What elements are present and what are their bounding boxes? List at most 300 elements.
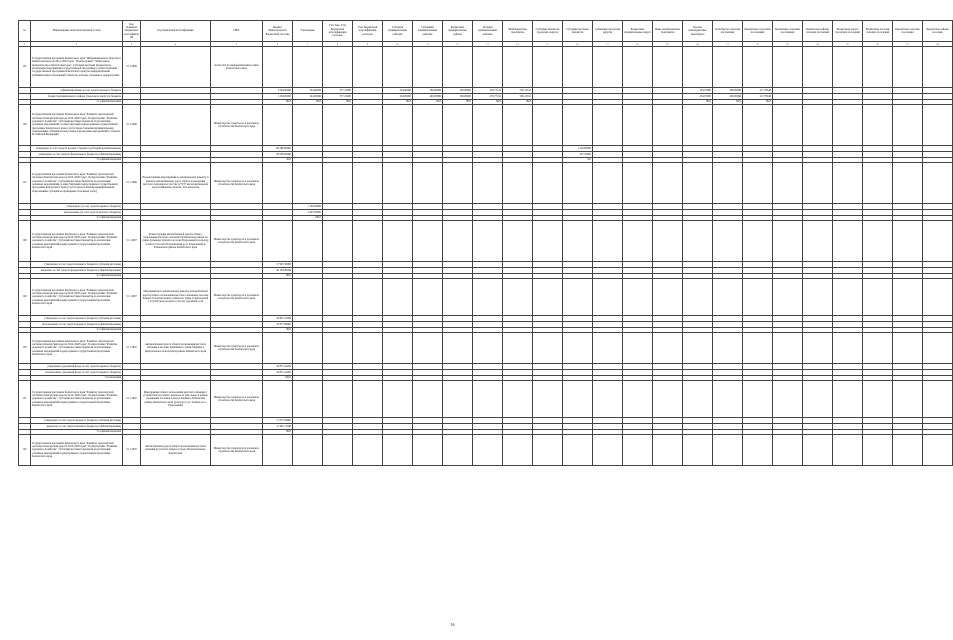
row-number: 126 — [19, 105, 31, 146]
column-header: Субсидии местным бюджетам — [563, 21, 593, 42]
empty-cell — [713, 163, 743, 204]
funding-value: 160,00000 — [413, 88, 443, 94]
empty-cell — [773, 105, 803, 146]
funding-label: использовано (за счет средств местного бюджета) — [31, 210, 123, 216]
program-row — [19, 105, 953, 146]
column-number: 21 — [713, 42, 743, 47]
funding-value: 377,10000 — [323, 88, 353, 94]
empty-cell — [323, 333, 353, 364]
empty-cell — [773, 163, 803, 204]
program-name: Государственная программа Камчатского края "Развитие транспортной системы в Камчатском крае на 2014–2020 годы". Подпрограмма "Развитие дорожного хозяйства". Субсидии местным бюджетам на реализацию основных мероприятий соответствующей подпрограммы государственной программы Камчатского края (в части предоставления муниципальным образованиям субсидий на проведение отдельных работ) — [31, 163, 123, 204]
funding-value: 1 250,00000 — [563, 146, 593, 152]
funding-value: 167,70000 — [563, 152, 593, 158]
empty-cell — [743, 381, 773, 418]
funding-label: использовано за счет средств краевого бюджета (софинансирование) — [31, 322, 123, 328]
empty-cell — [923, 279, 953, 316]
funding-value: 217,78448 — [743, 88, 773, 94]
row-number: 128 — [19, 221, 31, 262]
table-header — [19, 21, 953, 47]
empty-cell — [263, 435, 293, 466]
empty-cell — [353, 163, 383, 204]
empty-cell — [683, 47, 713, 88]
column-header: Субсидии муниципальным районам — [383, 21, 413, 42]
empty-cell — [443, 381, 473, 418]
empty-cell — [623, 435, 653, 466]
empty-cell — [773, 279, 803, 316]
empty-cell — [923, 163, 953, 204]
column-number: 4 — [141, 42, 211, 47]
empty-cell — [473, 381, 503, 418]
empty-cell — [473, 105, 503, 146]
empty-cell — [413, 47, 443, 88]
empty-cell — [713, 279, 743, 316]
funding-value: 7 100,00000 — [293, 204, 323, 210]
empty-cell — [383, 333, 413, 364]
program-name: Государственная программа Камчатского края "Развитие транспортной системы в Камчатском крае на 2014–2020 годы". Подпрограмма "Развитие дорожного хозяйства". Субсидии местным бюджетам на реализацию основных мероприятий подпрограммы государственной программы Камчатского края — [31, 435, 123, 466]
empty-cell — [683, 163, 713, 204]
empty-cell — [293, 279, 323, 316]
empty-cell — [743, 279, 773, 316]
empty-cell — [773, 435, 803, 466]
empty-cell — [383, 381, 413, 418]
empty-cell — [923, 105, 953, 146]
funding-label: утверждено за счет средств краевого бюджета (субсидии местным) — [31, 418, 123, 424]
column-number: 7 — [293, 42, 323, 47]
empty-cell — [593, 333, 623, 364]
column-header: Код подвидов бюджетных классификаций — [123, 21, 141, 42]
funding-value: 544,90000 — [293, 88, 323, 94]
empty-cell — [743, 163, 773, 204]
empty-cell — [653, 435, 683, 466]
program-purpose: Автомобильная дорога общего пользования местного значения в поселке Тиличики по улице Марины и Центральная в Олюторском районе Камчатского края — [141, 333, 211, 364]
funding-value: 544,90000 — [293, 94, 323, 100]
empty-cell — [323, 435, 353, 466]
empty-cell — [743, 221, 773, 262]
row-number: 130 — [19, 333, 31, 364]
program-row — [19, 47, 953, 88]
funding-value: 100,0 — [293, 216, 323, 221]
empty-cell — [923, 333, 953, 364]
funding-value: 377,10000 — [323, 94, 353, 100]
empty-cell — [593, 163, 623, 204]
funding-label: утверждено за счет средств краевого бюджета (субсидии местным) — [31, 316, 123, 322]
program-name: Государственная программа Камчатского края "Развитие транспортной системы в Камчатском крае на 2014–2020 годы". Подпрограмма "Развитие дорожного хозяйства". Субсидии местным бюджетам на реализацию основных мероприятий подпрограммы государственной программы Камчатского края — [31, 333, 123, 364]
program-grbs: Министерство транспорта и дорожного строительства Камчатского края — [211, 105, 263, 146]
empty-cell — [893, 333, 923, 364]
empty-cell — [323, 279, 353, 316]
funding-label: выделено за счет средств краевого бюджета (софинансирование) — [31, 424, 123, 430]
empty-cell — [533, 47, 563, 88]
column-header: Бюджетные сельским поселениям — [773, 21, 803, 42]
empty-cell — [563, 381, 593, 418]
program-code: 31 1 4007 — [123, 221, 141, 262]
empty-cell — [893, 279, 923, 316]
funding-label: % софинансирования — [31, 216, 123, 221]
empty-cell — [263, 221, 293, 262]
empty-cell — [593, 47, 623, 88]
program-name: Государственная программа Камчатского края "Развитие транспортной системы в Камчатском крае на 2014–2020 годы". Подпрограмма "Развитие дорожного хозяйства". Субсидии местным бюджетам на реализацию основных мероприятий подпрограммы государственной программы Камчатского края — [31, 381, 123, 418]
funding-label: % софинансирования — [31, 100, 123, 105]
column-number: 17 — [593, 42, 623, 47]
empty-cell — [593, 105, 623, 146]
program-grbs: Министерство транспорта и дорожного строительства Камчатского края — [211, 221, 263, 262]
funding-value: 2 207,99000 — [293, 210, 323, 216]
empty-cell — [443, 279, 473, 316]
column-header: Учет Бюджетной классификации расходов — [353, 21, 383, 42]
column-number: 15 — [533, 42, 563, 47]
funding-value: 80,0 — [473, 100, 503, 105]
funding-value: 47 877,80000 — [263, 322, 293, 328]
empty-cell — [803, 279, 833, 316]
empty-cell — [923, 221, 953, 262]
funding-label: % софинансирования — [31, 430, 123, 435]
empty-cell — [383, 435, 413, 466]
column-header: Бюджетные сельские поселения — [893, 21, 923, 42]
column-number: 9 — [353, 42, 383, 47]
empty-cell — [653, 47, 683, 88]
empty-cell — [443, 333, 473, 364]
program-grbs: Министерство транспорта и дорожного строительства Камчатского края — [211, 279, 263, 316]
empty-cell — [473, 279, 503, 316]
column-number: 28 — [923, 42, 953, 47]
program-grbs: Министерство транспорта и дорожного строительства Камчатского края — [211, 163, 263, 204]
empty-cell — [563, 279, 593, 316]
column-header: Наименование показателя целевой статьи — [31, 21, 123, 42]
program-purpose: На выполнение мероприятий по капитальному ремонту и ремонту автомобильных дорог общего пользования местного значения на участке 12+237 км автомобильной дороги Мильково–Ключи–Усть-Камчатск — [141, 163, 211, 204]
column-header: Дотации муниципальным районам — [473, 21, 503, 42]
program-code: 31 1 4007 — [123, 381, 141, 418]
empty-cell — [293, 381, 323, 418]
empty-cell — [653, 221, 683, 262]
empty-cell — [293, 47, 323, 88]
column-header: Код бюджетной классификации — [141, 21, 211, 42]
funding-value: 90,0 — [263, 328, 293, 333]
empty-cell — [803, 105, 833, 146]
program-grbs: Министерство транспорта и дорожного строительства Камчатского края — [211, 381, 263, 418]
empty-cell — [413, 221, 443, 262]
empty-cell — [533, 221, 563, 262]
empty-cell — [413, 435, 443, 466]
program-grbs: Министерство транспорта и дорожного строительства Камчатского края — [211, 435, 263, 466]
funding-label: утверждено (за счет средств краевого бюджета) — [31, 204, 123, 210]
program-code: 31 1 4007 — [123, 333, 141, 364]
empty-cell — [443, 435, 473, 466]
empty-cell — [653, 279, 683, 316]
empty-cell — [893, 381, 923, 418]
empty-cell — [353, 333, 383, 364]
row-number: 127 — [19, 163, 31, 204]
empty-cell — [413, 105, 443, 146]
funding-value: 11 497,71000 — [263, 424, 293, 430]
funding-value: 400,00000 — [413, 94, 443, 100]
column-header: Субвенции городским округам — [593, 21, 623, 42]
column-number: 13 — [473, 42, 503, 47]
column-number: 8 — [323, 42, 353, 47]
empty-cell — [263, 381, 293, 418]
funding-label: выделено за счет средств федерального бюджета (софинансирование) — [31, 268, 123, 274]
empty-cell — [533, 163, 563, 204]
funding-value: 45,0 — [263, 158, 293, 163]
funding-value: 80,0 — [443, 100, 473, 105]
column-number: 27 — [893, 42, 923, 47]
funding-value: 80,0 — [713, 100, 743, 105]
funding-value: 80,0 — [263, 274, 293, 279]
column-number: 23 — [773, 42, 803, 47]
empty-cell — [263, 163, 293, 204]
empty-cell — [323, 163, 353, 204]
empty-cell — [653, 333, 683, 364]
empty-cell — [713, 333, 743, 364]
empty-cell — [743, 333, 773, 364]
funding-value: 217,78448 — [743, 94, 773, 100]
funding-value: 69 280,00000 — [263, 146, 293, 152]
funding-value: 6,0 — [563, 158, 593, 163]
empty-cell — [353, 221, 383, 262]
funding-value: 1 094,90000 — [263, 88, 293, 94]
empty-cell — [383, 279, 413, 316]
empty-cell — [833, 163, 863, 204]
empty-cell — [473, 221, 503, 262]
column-number: 19 — [653, 42, 683, 47]
empty-cell — [263, 333, 293, 364]
column-number: 10 — [383, 42, 413, 47]
funding-value: 45 847,10000 — [263, 316, 293, 322]
empty-cell — [533, 333, 563, 364]
column-number: 26 — [863, 42, 893, 47]
column-header: Субсидии бюджетам городских округов — [533, 21, 563, 42]
empty-cell — [863, 105, 893, 146]
funding-value: 500,15110 — [503, 94, 533, 100]
empty-cell — [863, 381, 893, 418]
row-number: 125 — [19, 47, 31, 88]
column-number: 2 — [31, 42, 123, 47]
empty-cell — [593, 435, 623, 466]
column-number: 22 — [743, 42, 773, 47]
column-header: Бюджетные муниципальные районы — [443, 21, 473, 42]
funding-value: 80,0 — [293, 100, 323, 105]
column-header: Бюджетные районы сельских поселений — [803, 21, 833, 42]
empty-cell — [683, 381, 713, 418]
funding-value: 80,0 — [683, 100, 713, 105]
empty-cell — [863, 47, 893, 88]
funding-label: утверждено (дорожный фонд за счет средств краевого бюджета) — [31, 364, 123, 370]
column-header: Бюджетные городским поселениям — [743, 21, 773, 42]
empty-cell — [323, 381, 353, 418]
empty-cell — [893, 221, 923, 262]
empty-cell — [713, 221, 743, 262]
empty-cell — [443, 221, 473, 262]
empty-cell — [623, 221, 653, 262]
funding-value: 550,15110 — [503, 88, 533, 94]
funding-label: использовано (дорожный фонд за счет средств краевого бюджета) — [31, 370, 123, 376]
empty-cell — [443, 163, 473, 204]
empty-cell — [803, 163, 833, 204]
empty-cell — [743, 47, 773, 88]
empty-cell — [563, 163, 593, 204]
funding-value: 71 677,94000 — [263, 418, 293, 424]
column-number: 24 — [803, 42, 833, 47]
empty-cell — [623, 333, 653, 364]
program-row — [19, 333, 953, 364]
empty-cell — [863, 333, 893, 364]
column-number: 16 — [563, 42, 593, 47]
empty-cell — [533, 381, 563, 418]
empty-cell — [623, 47, 653, 88]
empty-cell — [473, 163, 503, 204]
program-code: 31 1 4006 — [123, 163, 141, 204]
empty-cell — [593, 279, 623, 316]
empty-cell — [713, 47, 743, 88]
funding-value: 434,97000 — [683, 94, 713, 100]
program-name: Государственная программа Камчатского края "Развитие транспортной системы в Камчатском крае на 2014–2020 годы". Подпрограмма "Развитие дорожного хозяйства". Субсидии местным бюджетам на реализацию основных мероприятий подпрограммы государственной программы Камчатского края — [31, 279, 123, 316]
program-row — [19, 221, 953, 262]
empty-cell — [893, 435, 923, 466]
empty-cell — [413, 279, 443, 316]
empty-cell — [353, 47, 383, 88]
column-number: 18 — [623, 42, 653, 47]
program-grbs: Агентство по информатизации и связи Камчатского края — [211, 47, 263, 88]
empty-cell — [293, 333, 323, 364]
empty-cell — [533, 105, 563, 146]
funding-label: % софинансирования — [31, 158, 123, 163]
empty-cell — [803, 47, 833, 88]
column-number: 14 — [503, 42, 533, 47]
column-header: Межбюджетные трансферты — [503, 21, 533, 42]
empty-cell — [863, 279, 893, 316]
program-name: Государственная программа Камчатского края "Развитие транспортной системы в Камчатском крае на 2014–2020 годы". Подпрограмма "Развитие дорожного хозяйства". Субсидии местным бюджетам на реализацию основных мероприятий подпрограммы государственной программы Камчатского края — [31, 221, 123, 262]
empty-cell — [833, 47, 863, 88]
empty-cell — [833, 279, 863, 316]
empty-cell — [323, 47, 353, 88]
empty-cell — [533, 279, 563, 316]
empty-cell — [293, 221, 323, 262]
empty-cell — [923, 435, 953, 466]
funding-value: 234,90000 — [383, 88, 413, 94]
empty-cell — [503, 279, 533, 316]
funding-value: 80,0 — [383, 100, 413, 105]
column-header: Бюджет Нижегородской Бюджетной системы — [263, 21, 293, 42]
funding-label: бюджет муниципального района (городского округа) в бюджете — [31, 94, 123, 100]
program-name: Государственная программа Камчатского края "Развитие транспортной системы в Камчатском крае на 2014–2020 годы". Подпрограмма "Развитие дорожного хозяйства". Субсидии местным бюджетам на реализацию основных мероприятий соответствующей подпрограммы государственной программы Камчатского края в части предоставления муниципальным образованиям субсидий на подготовку и проведение мероприятий в субъекте Российской Федерации — [31, 105, 123, 146]
funding-label: утверждено за счет средств краевого бюджета (субсидии муниципальных) — [31, 146, 123, 152]
empty-cell — [383, 105, 413, 146]
program-purpose: Мероприятия общего пользования местного значения с устройством мостового перехода на реке Авача в районе соединения поселков Сокоч и Коряки в Елизовском районе Камчатского края (участок от ул. Зеленая до п. Раздольный) — [141, 381, 211, 418]
empty-cell — [863, 221, 893, 262]
empty-cell — [503, 435, 533, 466]
column-header: Учет Кап. Учет Бюджетной классификации расходов — [323, 21, 353, 42]
empty-cell — [443, 47, 473, 88]
column-header: Прочие межбюджетные трансферты — [683, 21, 713, 42]
empty-cell — [653, 381, 683, 418]
empty-cell — [923, 47, 953, 88]
funding-value: 400,00000 — [713, 94, 743, 100]
empty-cell — [293, 435, 323, 466]
program-purpose: Автомобильная дорога общего пользования местного значения на участке улицы в городе Петропавловске-Камчатском — [141, 435, 211, 466]
funding-label: % софинансирования — [31, 328, 123, 333]
funding-value: 160,00000 — [443, 88, 473, 94]
funding-value: 80,0 — [263, 100, 293, 105]
empty-cell — [623, 163, 653, 204]
program-purpose — [141, 47, 211, 88]
funding-value: 83 000,00000 — [263, 152, 293, 158]
empty-cell — [563, 435, 593, 466]
empty-cell — [503, 163, 533, 204]
column-number: 3 — [123, 42, 141, 47]
empty-cell — [383, 163, 413, 204]
empty-cell — [893, 105, 923, 146]
column-header: Бюджетные поселки сельских поселений — [863, 21, 893, 42]
empty-cell — [473, 47, 503, 88]
empty-cell — [833, 435, 863, 466]
empty-cell — [593, 221, 623, 262]
empty-cell — [383, 47, 413, 88]
empty-cell — [803, 435, 833, 466]
empty-cell — [593, 381, 623, 418]
program-row — [19, 381, 953, 418]
empty-cell — [563, 333, 593, 364]
empty-cell — [713, 381, 743, 418]
empty-cell — [353, 381, 383, 418]
column-header: № — [19, 21, 31, 42]
empty-cell — [713, 105, 743, 146]
column-header: Иные межбюджетные трансферты — [653, 21, 683, 42]
funding-value: 34 871,24200 — [263, 364, 293, 370]
empty-cell — [473, 435, 503, 466]
empty-cell — [623, 279, 653, 316]
empty-cell — [323, 221, 353, 262]
funding-value: 90,0 — [413, 100, 443, 105]
funding-label: софинансирование за счет средств краевого бюджета — [31, 88, 123, 94]
column-number: 1 — [19, 42, 31, 47]
funding-value: 34 871,24200 — [263, 370, 293, 376]
budget-table — [18, 20, 953, 466]
empty-cell — [293, 163, 323, 204]
empty-cell — [383, 221, 413, 262]
funding-value: 234,90000 — [383, 94, 413, 100]
empty-cell — [503, 221, 533, 262]
column-header: Трансферты сельским поселениям — [713, 21, 743, 42]
funding-value: 17 967,30000 — [263, 262, 293, 268]
page-number: 16 — [450, 622, 455, 627]
empty-cell — [803, 221, 833, 262]
table-body — [19, 47, 953, 466]
empty-cell — [323, 105, 353, 146]
program-code: 31 1 4006 — [123, 105, 141, 146]
funding-value: 434,97000 — [683, 88, 713, 94]
funding-value: 476,77110 — [473, 88, 503, 94]
column-number: 25 — [833, 42, 863, 47]
empty-cell — [803, 333, 833, 364]
column-header: ГРБС — [211, 21, 263, 42]
empty-cell — [353, 105, 383, 146]
program-name: Государственная программа Камчатского края "Информационное общество в Камчатском крае на 2014–2020 годы". Подпрограмма "Электронное правительство в Камчатском крае". Субсидии местным бюджетам на реализацию мероприятий государственной программы (соответствующей государственной программы Камчатского края) по информатизации муниципальных образований субъектов, которые отражены в подпрограмме — [31, 47, 123, 88]
empty-cell — [563, 47, 593, 88]
program-purpose: Реконструкция автомобильной дороги общего пользования местного значения в Елизовском районе по улице Дальневосточной в поселке Раздольный и подъезду к ней (от поселка Пограничный до п. Раздольный) в Елизовском районе Камчатского края — [141, 221, 211, 262]
column-header: Бюджетные районы поселков — [923, 21, 953, 42]
column-header: Бюджетные муниципальные округа — [623, 21, 653, 42]
empty-cell — [683, 105, 713, 146]
funding-value: 80,0 — [503, 100, 533, 105]
funding-value: 400,00000 — [713, 88, 743, 94]
empty-cell — [923, 381, 953, 418]
header-row — [19, 21, 953, 42]
empty-cell — [863, 163, 893, 204]
empty-cell — [773, 381, 803, 418]
funding-label: утверждено за счет средств краевого бюджета (субсидии местным) — [31, 262, 123, 268]
empty-cell — [683, 279, 713, 316]
column-number: 20 — [683, 42, 713, 47]
empty-cell — [683, 333, 713, 364]
